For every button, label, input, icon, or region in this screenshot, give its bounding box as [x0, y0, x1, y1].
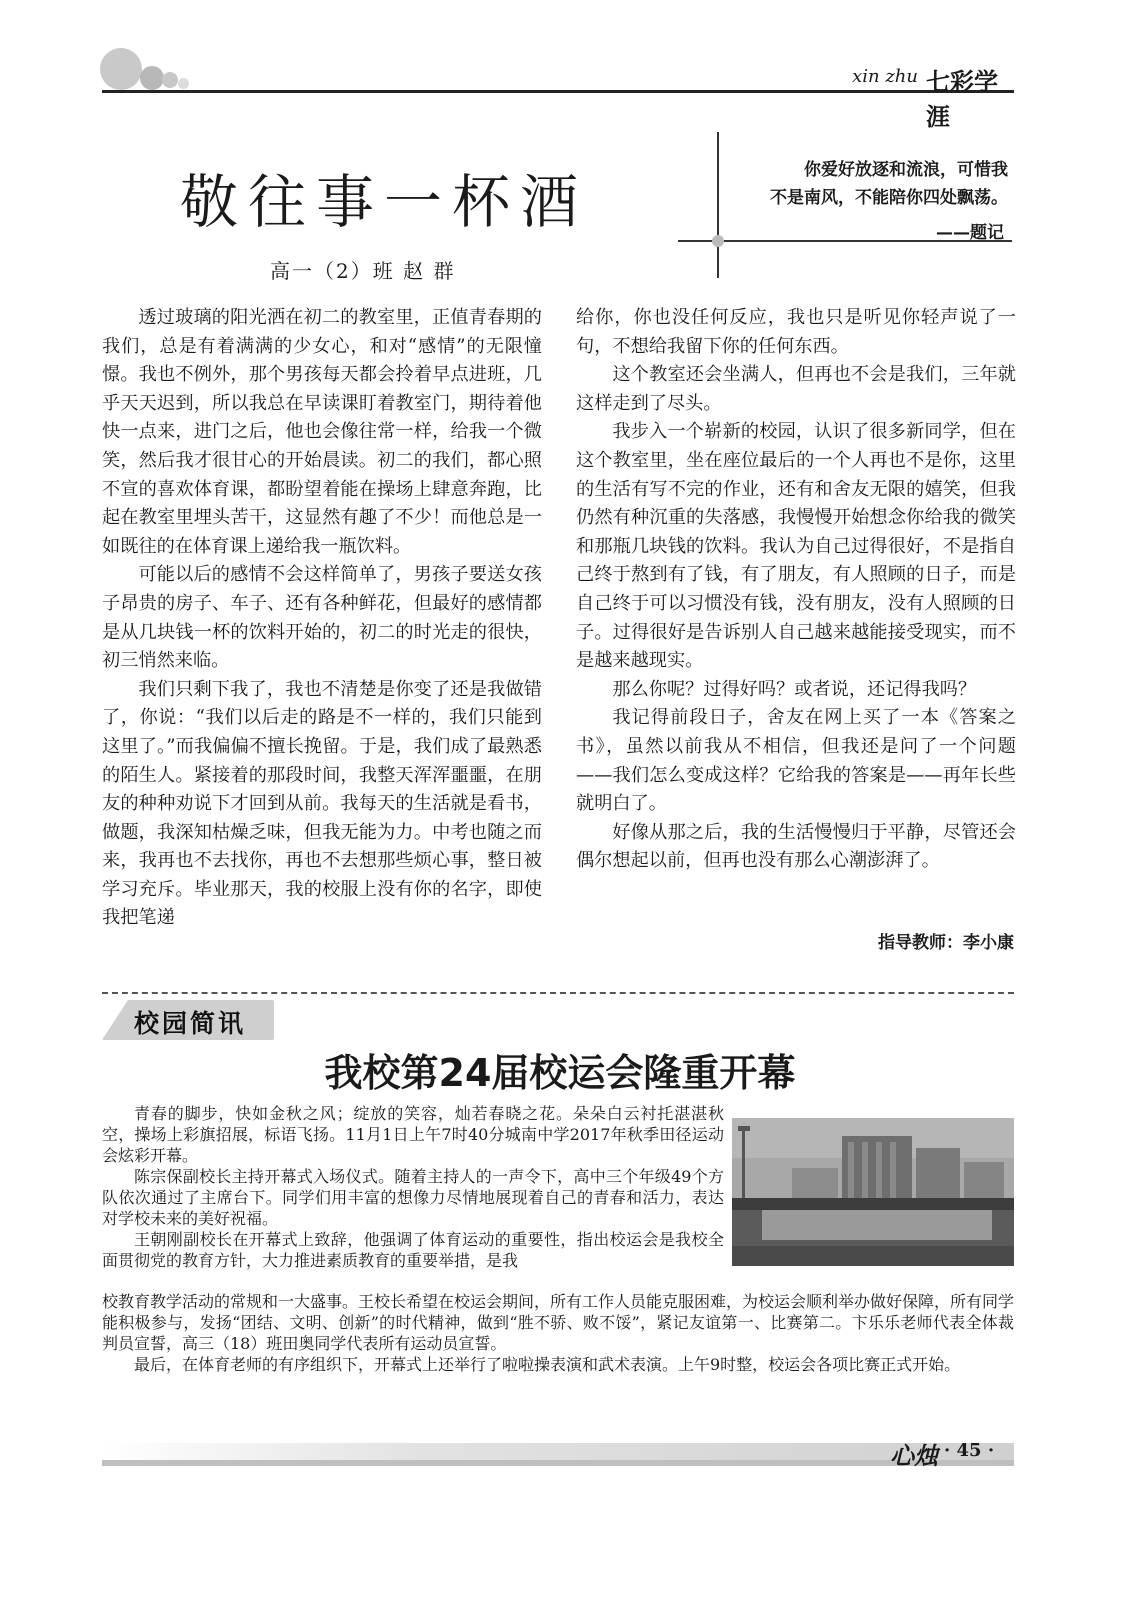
news-paragraph: 王朝刚副校长在开幕式上致辞，他强调了体育运动的重要性，指出校运会是我校全面贯彻党的教育方针，大力推进素质教育的重要举措，是我 — [102, 1230, 724, 1270]
article-left-column — [102, 304, 542, 933]
article-author: 高一（2）班 赵 群 — [270, 259, 456, 283]
article-paragraph: 我们只剩下我了，我也不清楚是你变了还是我做错了，你说：“我们以后走的路是不一样的，我们只能到这里了。”而我偏偏不擅长挽留。于是，我们成了最熟悉的陌生人。紧接着的那段时间，我整天浑浑噩噩，在朋友的种种劝说下才回到从前。我每天的生活就是看书，做题，我深知枯燥乏味，但我无能为力。中考也随之而来，我再也不去找你，再也不去想那些烦心事，整日被学习充斥。毕业那天，我的校服上没有你的名字，即使我把笔递 — [102, 678, 542, 929]
article-paragraph: 我记得前段日子，舍友在网上买了一本《答案之书》，虽然以前我从不相信，但我还是问了一个问题——我们怎么变成这样？它给我的答案是——再年长些就明白了。 — [576, 707, 1016, 815]
article-title: 敬往事一杯酒 — [180, 168, 589, 236]
news-paragraph: 最后，在体育老师的有序组织下，开幕式上还举行了啦啦操表演和武术表演。上午9时整，校运会各项比赛正式开始。 — [134, 1355, 961, 1374]
epigraph-line: 不是南风，不能陪你四处飘荡。 — [770, 188, 1008, 208]
news-paragraph: 青春的脚步，快如金秋之风；绽放的笑容，灿若春晓之花。朵朵白云衬托湛湛秋空，操场上彩旗招展，标语飞扬。11月1日上午7时40分城南中学2017年秋季田径运动会炫彩开幕。 — [102, 1104, 724, 1165]
header-section-title: 七彩学涯 — [926, 68, 998, 131]
article-paragraph: 那么你呢？过得好吗？或者说，还记得我吗？ — [612, 678, 977, 700]
news-banner-notch — [102, 1000, 128, 1040]
header-rule — [102, 90, 1014, 93]
section-divider — [102, 992, 1014, 994]
article-paragraph: 可能以后的感情不会这样简单了，男孩子要送女孩子昂贵的房子、车子、还有各种鲜花，但最好的感情都是从几块钱一杯的饮料开始的，初二的时光走的很快，初三悄然来临。 — [102, 564, 542, 672]
news-paragraph: 陈宗保副校长主持开幕式入场仪式。随着主持人的一声令下，高中三个年级49个方队依次通过了主席台下。同学们用丰富的想像力尽情地展现着自己的青春和活力，表达对学校未来的美好祝福。 — [102, 1167, 724, 1228]
article-teacher: 指导教师：李小康 — [878, 933, 1014, 953]
epigraph-rule-dot — [712, 235, 724, 247]
epigraph-signature: ——题记 — [936, 223, 1004, 243]
header-pinyin: xin zhu — [852, 66, 918, 87]
news-photo — [732, 1118, 1014, 1266]
article-right-column — [576, 304, 1016, 876]
news-left-text — [102, 1103, 724, 1271]
article-paragraph: 好像从那之后，我的生活慢慢归于平静，尽管还会偶尔想起以前，但再也没有那么心潮澎湃了。 — [576, 821, 1016, 872]
footer-page-number: · 45 · — [944, 1440, 995, 1461]
news-full-text — [102, 1291, 1014, 1375]
article-paragraph: 这个教室还会坐满人，但再也不会是我们，三年就这样走到了尽头。 — [576, 364, 1016, 414]
news-title: 我校第24届校运会隆重开幕 — [324, 1051, 796, 1095]
header-decor-circle — [100, 48, 142, 90]
epigraph — [732, 156, 1008, 212]
header-decor-circle — [162, 72, 178, 88]
footer-magazine-name: 心烛 — [890, 1441, 938, 1470]
epigraph-line: 你爱好放逐和流浪，可惜我 — [804, 160, 1008, 180]
news-paragraph: 校教育教学活动的常规和一大盛事。王校长希望在校运会期间，所有工作人员能克服困难，为校运会顺利举办做好保障，所有同学能积极参与，发扬“团结、文明、创新”的时代精神，做到“胜不骄、败不馁”，紧记友谊第一、比赛第二。卞乐乐老师代表全体裁判员宣誓，高三（18）班田奥同学代表所有运动员宣誓。 — [102, 1292, 1015, 1353]
header-decor-circle — [140, 66, 164, 90]
epigraph-vertical-rule — [717, 132, 719, 278]
article-paragraph: 给你，你也没任何反应，我也只是听见你轻声说了一句，不想给我留下你的任何东西。 — [576, 307, 1016, 357]
article-paragraph: 透过玻璃的阳光洒在初二的教室里，正值青春期的我们，总是有着满满的少女心，和对“感情”的无限憧憬。我也不例外，那个男孩每天都会拎着早点进班，几乎天天迟到，所以我总在早读课盯着教室门，期待着他快一点来，进门之后，他也会像往常一样，给我一个微笑，然后我才很甘心的开始晨读。初二的我们，都心照不宣的喜欢体育课，都盼望着能在操场上肆意奔跑，比起在教室里埋头苦干，这显然有趣了不少！而他总是一如既往的在体育课上递给我一瓶饮料。 — [102, 307, 542, 557]
news-banner-label: 校园简讯 — [134, 1009, 247, 1038]
article-paragraph: 我步入一个崭新的校园，认识了很多新同学，但在这个教室里，坐在座位最后的一个人再也不是你，这里的生活有写不完的作业，还有和舍友无限的嬉笑，但我仍然有种沉重的失落感，我慢慢开始想念你给我的微笑和那瓶几块钱的饮料。我认为自己过得很好，不是指自己终于熬到有了钱，有了朋友，有人照顾的日子，而是自己终于可以习惯没有钱，没有朋友，没有人照顾的日子。过得很好是告诉别人自己越来越能接受现实，而不是越来越现实。 — [576, 421, 1016, 672]
sports-field-photo — [732, 1118, 1014, 1266]
header-decor-circle — [178, 78, 189, 89]
